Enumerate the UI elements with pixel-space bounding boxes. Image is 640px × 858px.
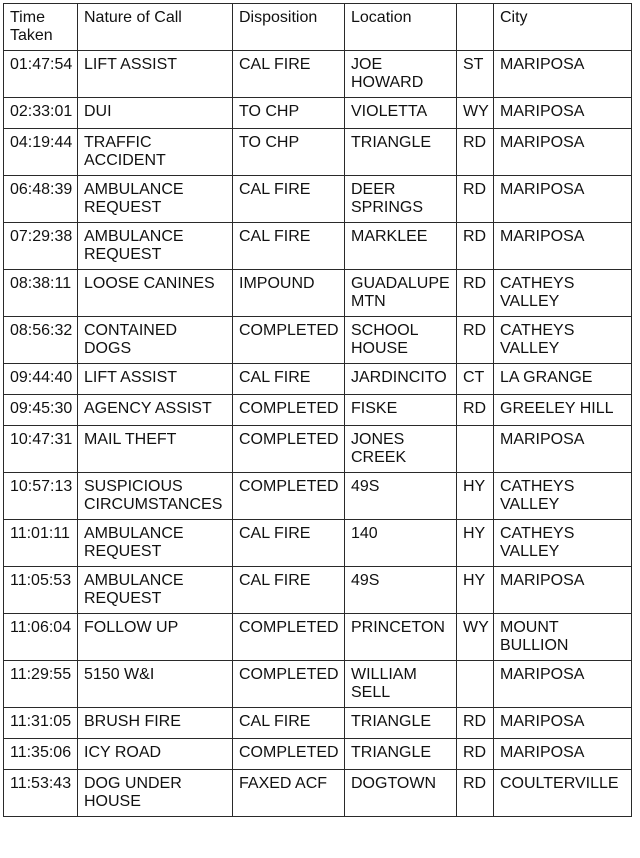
location-cell: GUADALUPE MTN bbox=[345, 270, 457, 317]
table-row bbox=[4, 739, 632, 770]
disposition-cell: COMPLETED bbox=[233, 614, 345, 661]
location-cell: TRIANGLE bbox=[345, 129, 457, 176]
table-row bbox=[4, 708, 632, 739]
disposition-cell: CAL FIRE bbox=[233, 708, 345, 739]
nature-of-call-cell: DOG UNDER HOUSE bbox=[78, 770, 233, 817]
table-row bbox=[4, 770, 632, 817]
disposition-cell: CAL FIRE bbox=[233, 51, 345, 98]
disposition-cell: COMPLETED bbox=[233, 317, 345, 364]
time-taken-cell: 02:33:01 bbox=[4, 98, 78, 129]
time-taken-cell: 11:31:05 bbox=[4, 708, 78, 739]
time-taken-cell: 11:35:06 bbox=[4, 739, 78, 770]
location-cell: 49S bbox=[345, 567, 457, 614]
location-cell: SCHOOL HOUSE bbox=[345, 317, 457, 364]
time-taken-cell: 11:01:11 bbox=[4, 520, 78, 567]
street-suffix-cell: RD bbox=[457, 317, 494, 364]
city-cell: CATHEYS VALLEY bbox=[494, 317, 632, 364]
location-cell: JOE HOWARD bbox=[345, 51, 457, 98]
city-cell: COULTERVILLE bbox=[494, 770, 632, 817]
nature-of-call-cell: AMBULANCE REQUEST bbox=[78, 176, 233, 223]
nature-of-call-cell: LOOSE CANINES bbox=[78, 270, 233, 317]
nature-of-call-cell: ICY ROAD bbox=[78, 739, 233, 770]
street-suffix-cell: WY bbox=[457, 614, 494, 661]
table-row bbox=[4, 176, 632, 223]
location-cell: JARDINCITO bbox=[345, 364, 457, 395]
street-suffix-cell bbox=[457, 426, 494, 473]
disposition-cell: COMPLETED bbox=[233, 661, 345, 708]
disposition-cell: CAL FIRE bbox=[233, 223, 345, 270]
location-cell: WILLIAM SELL bbox=[345, 661, 457, 708]
location-cell: 140 bbox=[345, 520, 457, 567]
table-row bbox=[4, 51, 632, 98]
time-taken-cell: 10:57:13 bbox=[4, 473, 78, 520]
location-cell: 49S bbox=[345, 473, 457, 520]
street-suffix-cell bbox=[457, 661, 494, 708]
city-cell: CATHEYS VALLEY bbox=[494, 473, 632, 520]
time-taken-cell: 11:29:55 bbox=[4, 661, 78, 708]
table-row bbox=[4, 426, 632, 473]
location-cell: DEER SPRINGS bbox=[345, 176, 457, 223]
table-row bbox=[4, 129, 632, 176]
disposition-cell: IMPOUND bbox=[233, 270, 345, 317]
city-cell: MARIPOSA bbox=[494, 129, 632, 176]
header-time-taken: Time Taken bbox=[4, 4, 78, 51]
table-row bbox=[4, 98, 632, 129]
table-row bbox=[4, 567, 632, 614]
nature-of-call-cell: BRUSH FIRE bbox=[78, 708, 233, 739]
street-suffix-cell: RD bbox=[457, 708, 494, 739]
table-row bbox=[4, 364, 632, 395]
city-cell: MARIPOSA bbox=[494, 98, 632, 129]
location-cell: DOGTOWN bbox=[345, 770, 457, 817]
time-taken-cell: 06:48:39 bbox=[4, 176, 78, 223]
time-taken-cell: 04:19:44 bbox=[4, 129, 78, 176]
street-suffix-cell: HY bbox=[457, 520, 494, 567]
street-suffix-cell: ST bbox=[457, 51, 494, 98]
street-suffix-cell: RD bbox=[457, 395, 494, 426]
nature-of-call-cell: 5150 W&I bbox=[78, 661, 233, 708]
time-taken-cell: 11:06:04 bbox=[4, 614, 78, 661]
nature-of-call-cell: AMBULANCE REQUEST bbox=[78, 520, 233, 567]
location-cell: VIOLETTA bbox=[345, 98, 457, 129]
disposition-cell: CAL FIRE bbox=[233, 567, 345, 614]
disposition-cell: COMPLETED bbox=[233, 395, 345, 426]
nature-of-call-cell: AMBULANCE REQUEST bbox=[78, 567, 233, 614]
street-suffix-cell: RD bbox=[457, 223, 494, 270]
disposition-cell: TO CHP bbox=[233, 98, 345, 129]
time-taken-cell: 08:56:32 bbox=[4, 317, 78, 364]
city-cell: MARIPOSA bbox=[494, 223, 632, 270]
table-body bbox=[4, 51, 632, 817]
call-log-table bbox=[3, 3, 632, 817]
location-cell: MARKLEE bbox=[345, 223, 457, 270]
time-taken-cell: 11:53:43 bbox=[4, 770, 78, 817]
time-taken-cell: 10:47:31 bbox=[4, 426, 78, 473]
street-suffix-cell: RD bbox=[457, 770, 494, 817]
street-suffix-cell: HY bbox=[457, 473, 494, 520]
street-suffix-cell: HY bbox=[457, 567, 494, 614]
header-city: City bbox=[494, 4, 632, 51]
city-cell: MARIPOSA bbox=[494, 661, 632, 708]
street-suffix-cell: WY bbox=[457, 98, 494, 129]
table-row bbox=[4, 395, 632, 426]
disposition-cell: TO CHP bbox=[233, 129, 345, 176]
time-taken-cell: 11:05:53 bbox=[4, 567, 78, 614]
nature-of-call-cell: MAIL THEFT bbox=[78, 426, 233, 473]
street-suffix-cell: RD bbox=[457, 739, 494, 770]
disposition-cell: CAL FIRE bbox=[233, 364, 345, 395]
disposition-cell: CAL FIRE bbox=[233, 520, 345, 567]
location-cell: TRIANGLE bbox=[345, 708, 457, 739]
street-suffix-cell: RD bbox=[457, 129, 494, 176]
header-disposition: Disposition bbox=[233, 4, 345, 51]
nature-of-call-cell: DUI bbox=[78, 98, 233, 129]
nature-of-call-cell: FOLLOW UP bbox=[78, 614, 233, 661]
city-cell: MARIPOSA bbox=[494, 739, 632, 770]
nature-of-call-cell: LIFT ASSIST bbox=[78, 364, 233, 395]
disposition-cell: COMPLETED bbox=[233, 426, 345, 473]
table-row bbox=[4, 661, 632, 708]
time-taken-cell: 09:44:40 bbox=[4, 364, 78, 395]
nature-of-call-cell: AMBULANCE REQUEST bbox=[78, 223, 233, 270]
street-suffix-cell: RD bbox=[457, 270, 494, 317]
city-cell: MARIPOSA bbox=[494, 176, 632, 223]
table-row bbox=[4, 317, 632, 364]
city-cell: MARIPOSA bbox=[494, 708, 632, 739]
city-cell: MOUNT BULLION bbox=[494, 614, 632, 661]
location-cell: JONES CREEK bbox=[345, 426, 457, 473]
time-taken-cell: 09:45:30 bbox=[4, 395, 78, 426]
time-taken-cell: 08:38:11 bbox=[4, 270, 78, 317]
disposition-cell: CAL FIRE bbox=[233, 176, 345, 223]
city-cell: GREELEY HILL bbox=[494, 395, 632, 426]
time-taken-cell: 01:47:54 bbox=[4, 51, 78, 98]
city-cell: MARIPOSA bbox=[494, 426, 632, 473]
location-cell: FISKE bbox=[345, 395, 457, 426]
table-header-row bbox=[4, 4, 632, 51]
city-cell: MARIPOSA bbox=[494, 51, 632, 98]
table-row bbox=[4, 473, 632, 520]
time-taken-cell: 07:29:38 bbox=[4, 223, 78, 270]
nature-of-call-cell: TRAFFIC ACCIDENT bbox=[78, 129, 233, 176]
nature-of-call-cell: AGENCY ASSIST bbox=[78, 395, 233, 426]
city-cell: LA GRANGE bbox=[494, 364, 632, 395]
table-row bbox=[4, 223, 632, 270]
header-nature-of-call: Nature of Call bbox=[78, 4, 233, 51]
header-location: Location bbox=[345, 4, 457, 51]
nature-of-call-cell: LIFT ASSIST bbox=[78, 51, 233, 98]
city-cell: CATHEYS VALLEY bbox=[494, 520, 632, 567]
street-suffix-cell: RD bbox=[457, 176, 494, 223]
disposition-cell: COMPLETED bbox=[233, 473, 345, 520]
disposition-cell: COMPLETED bbox=[233, 739, 345, 770]
table-row bbox=[4, 614, 632, 661]
header-street-suffix bbox=[457, 4, 494, 51]
location-cell: PRINCETON bbox=[345, 614, 457, 661]
nature-of-call-cell: CONTAINED DOGS bbox=[78, 317, 233, 364]
table-row bbox=[4, 270, 632, 317]
street-suffix-cell: CT bbox=[457, 364, 494, 395]
location-cell: TRIANGLE bbox=[345, 739, 457, 770]
nature-of-call-cell: SUSPICIOUS CIRCUMSTANCES bbox=[78, 473, 233, 520]
city-cell: CATHEYS VALLEY bbox=[494, 270, 632, 317]
disposition-cell: FAXED ACF bbox=[233, 770, 345, 817]
table-row bbox=[4, 520, 632, 567]
city-cell: MARIPOSA bbox=[494, 567, 632, 614]
